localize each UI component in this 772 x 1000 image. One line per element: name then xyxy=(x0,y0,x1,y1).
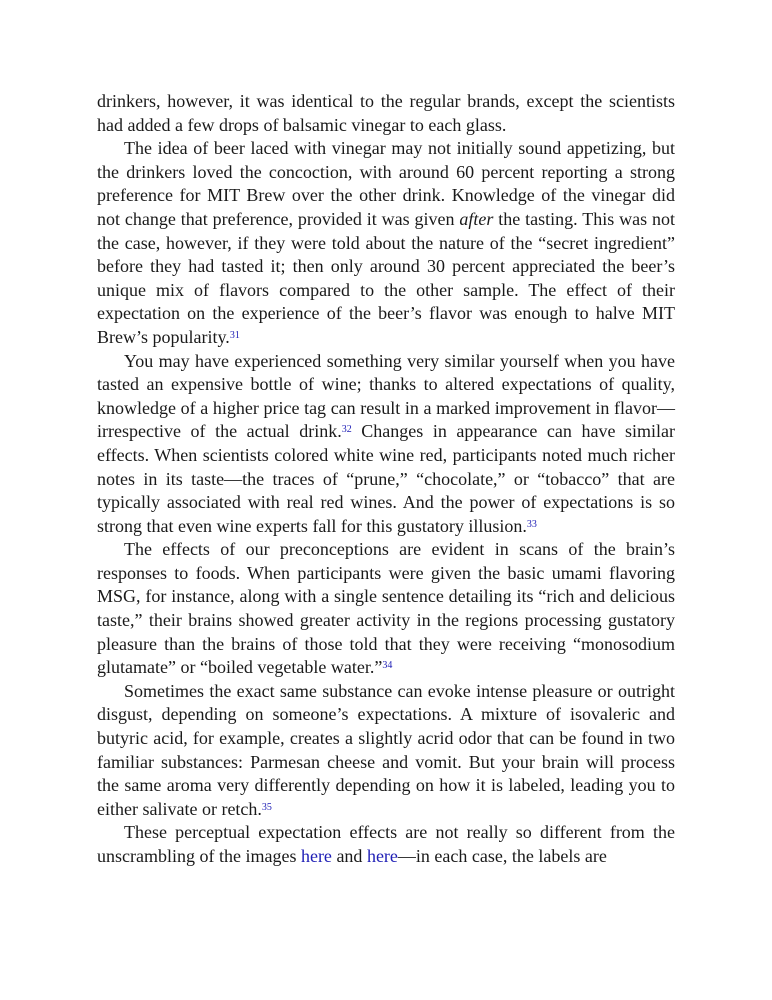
footnote-link[interactable]: 35 xyxy=(261,801,272,813)
paragraph xyxy=(97,680,675,822)
body-text: drinkers, however, it was identical to the regular brands, except the scientists had added a few drops of balsamic vinegar to each glass. xyxy=(97,91,675,135)
body-text: —in each case, the labels are xyxy=(397,846,607,866)
body-text: The idea of beer laced with vinegar may not initially sound appetizing, but the drinkers loved the concoction, with around 60 percent reporting a strong preference for MIT Brew over the other drink. Knowledge of the vinegar did not change that preference, provided it was given xyxy=(97,138,675,229)
footnote-link[interactable]: 33 xyxy=(526,518,537,530)
body-text: You may have experienced something very similar yourself when you have tasted an expensive bottle of wine; thanks to altered expectations of quality, knowledge of a higher price tag can result in a marked improvement in flavor—irrespective of the actual drink. xyxy=(97,350,675,442)
page-body xyxy=(97,90,675,869)
body-text: These perceptual expectation effects are not really so different from the unscrambling of the images xyxy=(97,822,675,866)
body-text: The effects of our preconceptions are evident in scans of the brain’s responses to foods. When participants were given the basic umami flavoring MSG, for instance, along with a single sentence detailing its “rich and delicious taste,” their brains showed greater activity in the regions processing gustatory pleasure than the brains of those told that they were receiving “monosodium glutamate” or “boiled vegetable water.” xyxy=(97,539,675,678)
paragraph xyxy=(97,538,675,680)
figure-reference-link[interactable]: here xyxy=(366,846,398,866)
footnote-link[interactable]: 32 xyxy=(341,424,352,436)
paragraph xyxy=(97,821,675,868)
paragraph xyxy=(97,137,675,349)
footnote-link[interactable]: 31 xyxy=(229,329,240,341)
paragraph xyxy=(97,350,675,539)
paragraph xyxy=(97,90,675,137)
body-text: Sometimes the exact same substance can evoke intense pleasure or outright disgust, depending on someone’s expectations. A mixture of isovaleric and butyric acid, for example, creates a slightly acrid odor that can be found in two familiar substances: Parmesan cheese and vomit. But your brain will process the same aroma very differently depending on how it is labeled, leading you to either salivate or retch. xyxy=(97,680,675,819)
emphasis-text: after xyxy=(459,208,494,229)
body-text: and xyxy=(331,846,367,866)
body-text: Changes in appearance can have similar effects. When scientists colored white wine red, participants noted much richer notes in its taste—the traces of “prune,” “chocolate,” or “tobacco” that are typically associated with real red wines. And the power of expectations is so strong that even wine experts fall for this gustatory illusion. xyxy=(97,421,676,536)
footnote-link[interactable]: 34 xyxy=(382,660,393,672)
figure-reference-link[interactable]: here xyxy=(300,846,332,866)
body-text: the tasting. This was not the case, however, if they were told about the nature of the “secret ingredient” before they had tasted it; then only around 30 percent appreciated the beer’s unique mix of flavors compared to the other sample. The effect of their expectation on the experience of the beer’s flavor was enough to halve MIT Brew’s popularity. xyxy=(97,208,675,347)
